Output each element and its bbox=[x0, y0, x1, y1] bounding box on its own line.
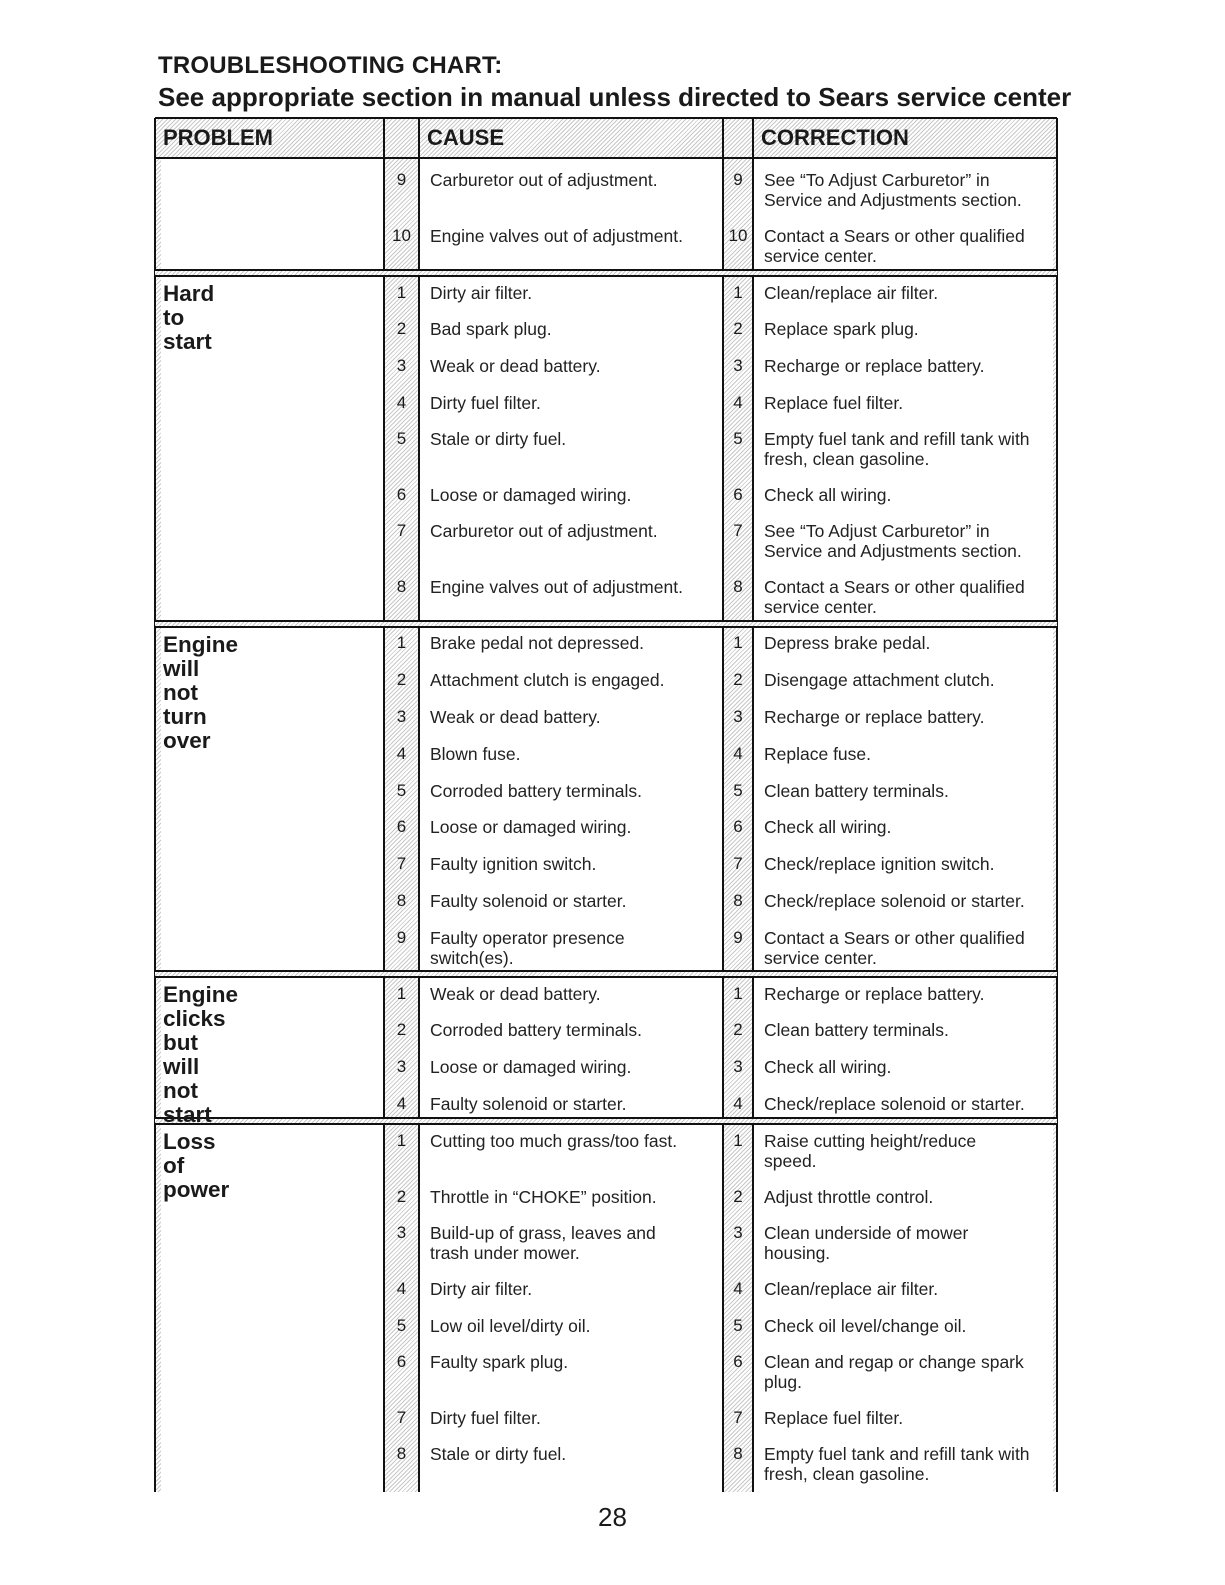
correction-number: 8 bbox=[733, 1444, 743, 1463]
correction-text: Clean battery terminals. bbox=[764, 781, 949, 801]
cause-text: Dirty fuel filter. bbox=[430, 1408, 541, 1428]
cause-text: Carburetor out of adjustment. bbox=[430, 521, 658, 541]
correction-number: 7 bbox=[733, 854, 743, 873]
correction-text: Contact a Sears or other qualified service center. bbox=[764, 928, 1025, 968]
correction-text: See “To Adjust Carburetor” in Service and Adjustments section. bbox=[764, 170, 1022, 210]
cause-text: Stale or dirty fuel. bbox=[430, 1444, 567, 1464]
cause-text: Cutting too much grass/too fast. bbox=[430, 1131, 678, 1151]
correction-text: Replace fuel filter. bbox=[764, 393, 904, 413]
cause-number: 6 bbox=[396, 1352, 407, 1371]
correction-number: 2 bbox=[733, 1020, 743, 1039]
cause-number: 1 bbox=[396, 283, 407, 302]
correction-number: 2 bbox=[733, 319, 743, 338]
cause-text: Corroded battery terminals. bbox=[430, 781, 643, 801]
correction-text: Adjust throttle control. bbox=[764, 1187, 934, 1207]
cause-text: Throttle in “CHOKE” position. bbox=[430, 1187, 657, 1207]
cause-text: Blown fuse. bbox=[430, 744, 521, 764]
cause-number: 9 bbox=[396, 170, 407, 189]
cause-number: 7 bbox=[396, 854, 407, 873]
correction-number: 5 bbox=[733, 429, 743, 448]
correction-text: Check all wiring. bbox=[764, 1057, 892, 1077]
table-vertical-rule bbox=[418, 118, 420, 1492]
page-subtitle: See appropriate section in manual unless directed to Sears service center bbox=[158, 82, 1072, 112]
correction-text: Clean battery terminals. bbox=[764, 1020, 949, 1040]
cause-number: 4 bbox=[396, 1279, 407, 1298]
correction-number: 1 bbox=[733, 633, 743, 652]
cause-number: 7 bbox=[396, 1408, 407, 1427]
correction-text: Clean/replace air filter. bbox=[764, 283, 939, 303]
correction-text: Contact a Sears or other qualified service center. bbox=[764, 577, 1025, 617]
section-divider-rule bbox=[155, 275, 1057, 277]
table-vertical-rule bbox=[752, 118, 754, 1492]
correction-number: 9 bbox=[733, 170, 743, 189]
correction-text: Recharge or replace battery. bbox=[764, 707, 985, 727]
section-divider-rule bbox=[155, 970, 1057, 972]
correction-text: Check all wiring. bbox=[764, 485, 892, 505]
cause-number: 5 bbox=[396, 781, 407, 800]
cause-text: Brake pedal not depressed. bbox=[430, 633, 645, 653]
correction-number: 1 bbox=[733, 283, 743, 302]
section-divider-rule bbox=[155, 620, 1057, 622]
correction-number: 9 bbox=[733, 928, 743, 947]
correction-text: Check/replace ignition switch. bbox=[764, 854, 995, 874]
correction-text: Depress brake pedal. bbox=[764, 633, 931, 653]
correction-number: 5 bbox=[733, 781, 743, 800]
cause-text: Corroded battery terminals. bbox=[430, 1020, 643, 1040]
column-header-cause: CAUSE bbox=[427, 125, 505, 150]
cause-number: 8 bbox=[396, 577, 407, 596]
correction-number: 4 bbox=[733, 393, 743, 412]
section-divider-rule bbox=[155, 1117, 1057, 1119]
correction-number: 4 bbox=[733, 1279, 743, 1298]
correction-number: 7 bbox=[733, 1408, 743, 1427]
cause-number: 6 bbox=[396, 485, 407, 504]
cause-number: 3 bbox=[396, 356, 407, 375]
correction-number: 3 bbox=[733, 1223, 743, 1242]
cause-text: Dirty fuel filter. bbox=[430, 393, 541, 413]
cause-number: 3 bbox=[396, 1223, 407, 1242]
cause-text: Dirty air filter. bbox=[430, 283, 533, 303]
correction-number: 4 bbox=[733, 744, 743, 763]
correction-number: 6 bbox=[733, 1352, 743, 1371]
cause-text: Attachment clutch is engaged. bbox=[430, 670, 665, 690]
correction-text: Contact a Sears or other qualified service center. bbox=[764, 226, 1025, 266]
table-vertical-rule bbox=[154, 118, 156, 1492]
correction-number: 8 bbox=[733, 577, 743, 596]
correction-text: Replace fuel filter. bbox=[764, 1408, 904, 1428]
problem-label: Engine will not turn over bbox=[163, 632, 239, 753]
cause-text: Weak or dead battery. bbox=[430, 356, 601, 376]
correction-number: 6 bbox=[733, 817, 743, 836]
cause-text: Faulty operator presence switch(es). bbox=[430, 928, 625, 968]
cause-number: 1 bbox=[396, 633, 407, 652]
correction-text: Check oil level/change oil. bbox=[764, 1316, 967, 1336]
cause-number: 2 bbox=[396, 1020, 407, 1039]
cause-text: Loose or damaged wiring. bbox=[430, 485, 632, 505]
correction-number: 1 bbox=[733, 1131, 743, 1150]
table-vertical-rule bbox=[1056, 118, 1058, 1492]
cause-text: Weak or dead battery. bbox=[430, 984, 601, 1004]
cause-number: 2 bbox=[396, 319, 407, 338]
correction-text: Check/replace solenoid or starter. bbox=[764, 1094, 1025, 1114]
cause-number: 3 bbox=[396, 707, 407, 726]
correction-text: Replace spark plug. bbox=[764, 319, 919, 339]
section-divider-rule bbox=[155, 976, 1057, 978]
cause-number: 4 bbox=[396, 744, 407, 763]
page-title: TROUBLESHOOTING CHART: bbox=[158, 52, 503, 79]
cause-text: Low oil level/dirty oil. bbox=[430, 1316, 591, 1336]
correction-text: Replace fuse. bbox=[764, 744, 872, 764]
correction-text: Clean underside of mower housing. bbox=[764, 1223, 969, 1263]
correction-number: 2 bbox=[733, 670, 743, 689]
cause-number: 9 bbox=[396, 928, 407, 947]
problem-label: Loss of power bbox=[163, 1129, 230, 1202]
cause-text: Faulty solenoid or starter. bbox=[430, 1094, 627, 1114]
cause-text: Carburetor out of adjustment. bbox=[430, 170, 658, 190]
cause-number: 2 bbox=[396, 670, 407, 689]
cause-text: Weak or dead battery. bbox=[430, 707, 601, 727]
problem-label: Hard to start bbox=[163, 281, 215, 354]
cause-text: Faulty spark plug. bbox=[430, 1352, 569, 1372]
section-divider-rule bbox=[155, 1123, 1057, 1125]
correction-number: 1 bbox=[733, 984, 743, 1003]
correction-number: 3 bbox=[733, 1057, 743, 1076]
correction-text: Recharge or replace battery. bbox=[764, 356, 985, 376]
cause-number: 4 bbox=[396, 393, 407, 412]
cause-text: Loose or damaged wiring. bbox=[430, 1057, 632, 1077]
cause-number: 7 bbox=[396, 521, 407, 540]
table-top-rule bbox=[155, 117, 1057, 119]
correction-text: Recharge or replace battery. bbox=[764, 984, 985, 1004]
section-divider-rule bbox=[155, 626, 1057, 628]
correction-text: Check all wiring. bbox=[764, 817, 892, 837]
cause-number: 8 bbox=[396, 891, 407, 910]
cause-text: Loose or damaged wiring. bbox=[430, 817, 632, 837]
column-header-problem: PROBLEM bbox=[163, 125, 273, 150]
correction-number: 3 bbox=[733, 356, 743, 375]
correction-text: Clean/replace air filter. bbox=[764, 1279, 939, 1299]
cause-text: Engine valves out of adjustment. bbox=[430, 577, 683, 597]
cause-text: Faulty ignition switch. bbox=[430, 854, 597, 874]
cause-number: 5 bbox=[396, 429, 407, 448]
cause-number: 8 bbox=[396, 1444, 407, 1463]
cause-text: Faulty solenoid or starter. bbox=[430, 891, 627, 911]
cause-text: Engine valves out of adjustment. bbox=[430, 226, 683, 246]
correction-number: 10 bbox=[728, 226, 748, 245]
correction-text: Check/replace solenoid or starter. bbox=[764, 891, 1025, 911]
correction-number: 8 bbox=[733, 891, 743, 910]
cause-text: Dirty air filter. bbox=[430, 1279, 533, 1299]
correction-text: Raise cutting height/reduce speed. bbox=[764, 1131, 977, 1171]
correction-number: 7 bbox=[733, 521, 743, 540]
cause-number: 3 bbox=[396, 1057, 407, 1076]
correction-text: See “To Adjust Carburetor” in Service and Adjustments section. bbox=[764, 521, 1022, 561]
cause-text: Build-up of grass, leaves and trash under mower. bbox=[430, 1223, 656, 1263]
correction-number: 3 bbox=[733, 707, 743, 726]
cause-number: 4 bbox=[396, 1094, 407, 1113]
correction-number: 6 bbox=[733, 485, 743, 504]
cause-number: 1 bbox=[396, 1131, 407, 1150]
header-bottom-rule bbox=[155, 157, 1057, 159]
correction-number: 4 bbox=[733, 1094, 743, 1113]
cause-number: 1 bbox=[396, 984, 407, 1003]
correction-text: Clean and regap or change spark plug. bbox=[764, 1352, 1024, 1392]
correction-text: Empty fuel tank and refill tank with fresh, clean gasoline. bbox=[764, 429, 1030, 469]
correction-number: 5 bbox=[733, 1316, 743, 1335]
column-header-correction: CORRECTION bbox=[761, 125, 909, 150]
cause-number: 5 bbox=[396, 1316, 407, 1335]
section-divider-rule bbox=[155, 269, 1057, 271]
cause-number: 10 bbox=[392, 226, 411, 245]
correction-number: 2 bbox=[733, 1187, 743, 1206]
correction-text: Disengage attachment clutch. bbox=[764, 670, 995, 690]
correction-text: Empty fuel tank and refill tank with fresh, clean gasoline. bbox=[764, 1444, 1030, 1484]
page-number: 28 bbox=[598, 1502, 627, 1532]
cause-text: Bad spark plug. bbox=[430, 319, 552, 339]
cause-number: 2 bbox=[396, 1187, 407, 1206]
cause-text: Stale or dirty fuel. bbox=[430, 429, 567, 449]
cause-number: 6 bbox=[396, 817, 407, 836]
problem-label: Engine clicks but will not start bbox=[163, 982, 239, 1127]
